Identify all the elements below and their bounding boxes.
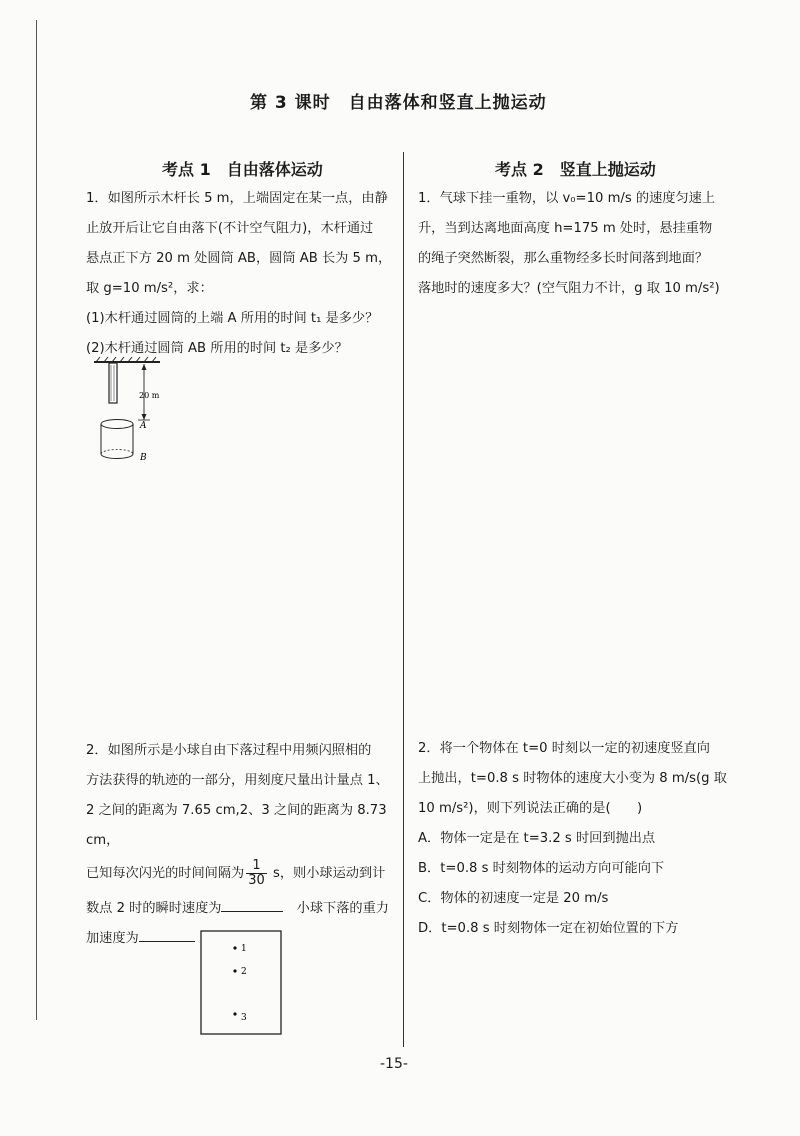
fraction-denominator: 30 xyxy=(248,872,265,888)
q1-subquestion-2: (2)木杆通过圆筒 AB 所用的时间 t₂ 是多少？ xyxy=(86,341,348,356)
fraction-numerator: 1 xyxy=(246,859,267,874)
option-b[interactable]: B．t=0.8 s 时刻物体的运动方向可能向下 xyxy=(418,861,665,876)
section2-title: 考点 2 竖直上抛运动 xyxy=(495,160,656,179)
column-divider xyxy=(403,152,404,1047)
option-d[interactable]: D．t=0.8 s 时刻物体一定在初始位置的下方 xyxy=(418,921,679,936)
acceleration-answer-blank[interactable] xyxy=(139,926,195,942)
s2q1-line: 1．气球下挂一重物，以 v₀=10 m/s 的速度匀速上 xyxy=(418,191,716,206)
lesson-title: 第 3 课时 自由落体和竖直上抛运动 xyxy=(250,93,547,113)
label-b: B xyxy=(140,453,147,463)
q1-line: 1．如图所示木杆长 5 m，上端固定在某一点，由静 xyxy=(86,191,388,206)
cylinder xyxy=(101,420,133,459)
strobe-photo-figure xyxy=(198,928,288,1040)
section1-question1 xyxy=(86,184,396,364)
s2q2-line: 10 m/s²)，则下列说法正确的是( ) xyxy=(418,801,643,816)
s2q1-line: 落地时的速度多大？(空气阻力不计，g 取 10 m/s²) xyxy=(418,281,720,296)
q2-text: s，则小球运动到计 xyxy=(268,866,386,881)
left-margin-rule xyxy=(36,20,37,1020)
section1-title: 考点 1 自由落体运动 xyxy=(162,160,323,179)
q2-line-with-fraction xyxy=(86,856,398,892)
point-3 xyxy=(233,1012,236,1015)
s2q2-line: 上抛出，t=0.8 s 时物体的速度大小变为 8 m/s(g 取 xyxy=(418,771,727,786)
q2-text: 数点 2 时的瞬时速度为 xyxy=(86,901,222,916)
option-c[interactable]: C．物体的初速度一定是 20 m/s xyxy=(418,891,609,906)
option-a[interactable]: A．物体一定是在 t=3.2 s 时回到抛出点 xyxy=(418,831,656,846)
time-fraction xyxy=(246,859,267,888)
point-2 xyxy=(233,969,236,972)
label-a: A xyxy=(140,421,147,431)
velocity-answer-blank[interactable] xyxy=(221,896,283,912)
q2-text: 加速度为 xyxy=(86,931,139,946)
q2-line: 方法获得的轨迹的一部分，用刻度尺量出计量点 1、 xyxy=(86,773,389,788)
q2-line xyxy=(86,894,398,924)
section1-question2 xyxy=(86,736,398,954)
q2-line: 2．如图所示是小球自由下落过程中用频闪照相的 xyxy=(86,743,372,758)
rod-cylinder-figure xyxy=(90,356,180,468)
q2-text: 已知每次闪光的时间间隔为 xyxy=(86,866,245,881)
q1-line: 止放开后让它自由落下(不计空气阻力)，木杆通过 xyxy=(86,221,374,236)
distance-label: 20 m xyxy=(139,391,160,400)
q1-line: 悬点正下方 20 m 处圆筒 AB，圆筒 AB 长为 5 m， xyxy=(86,251,392,266)
point-1-label: 1 xyxy=(241,944,247,954)
s2q1-line: 升，当到达离地面高度 h=175 m 处时，悬挂重物 xyxy=(418,221,713,236)
point-1 xyxy=(233,946,236,949)
ceiling-hatch xyxy=(94,357,160,362)
page-number: -15- xyxy=(380,1056,408,1072)
point-2-label: 2 xyxy=(241,967,247,977)
q2-line: 2 之间的距离为 7.65 cm,2、3 之间的距离为 8.73 cm， xyxy=(86,803,387,848)
q2-text: 小球下落的重力 xyxy=(283,901,389,916)
wooden-rod xyxy=(109,363,117,403)
section2-question2 xyxy=(418,734,758,944)
s2q2-line: 2．将一个物体在 t=0 时刻以一定的初速度竖直向 xyxy=(418,741,710,756)
point-3-label: 3 xyxy=(241,1013,247,1023)
section2-question1 xyxy=(418,184,758,304)
q1-subquestion-1: (1)木杆通过圆筒的上端 A 所用的时间 t₁ 是多少？ xyxy=(86,311,379,326)
q1-line: 取 g=10 m/s²，求： xyxy=(86,281,213,296)
s2q1-line: 的绳子突然断裂，那么重物经多长时间落到地面？ xyxy=(418,251,709,266)
